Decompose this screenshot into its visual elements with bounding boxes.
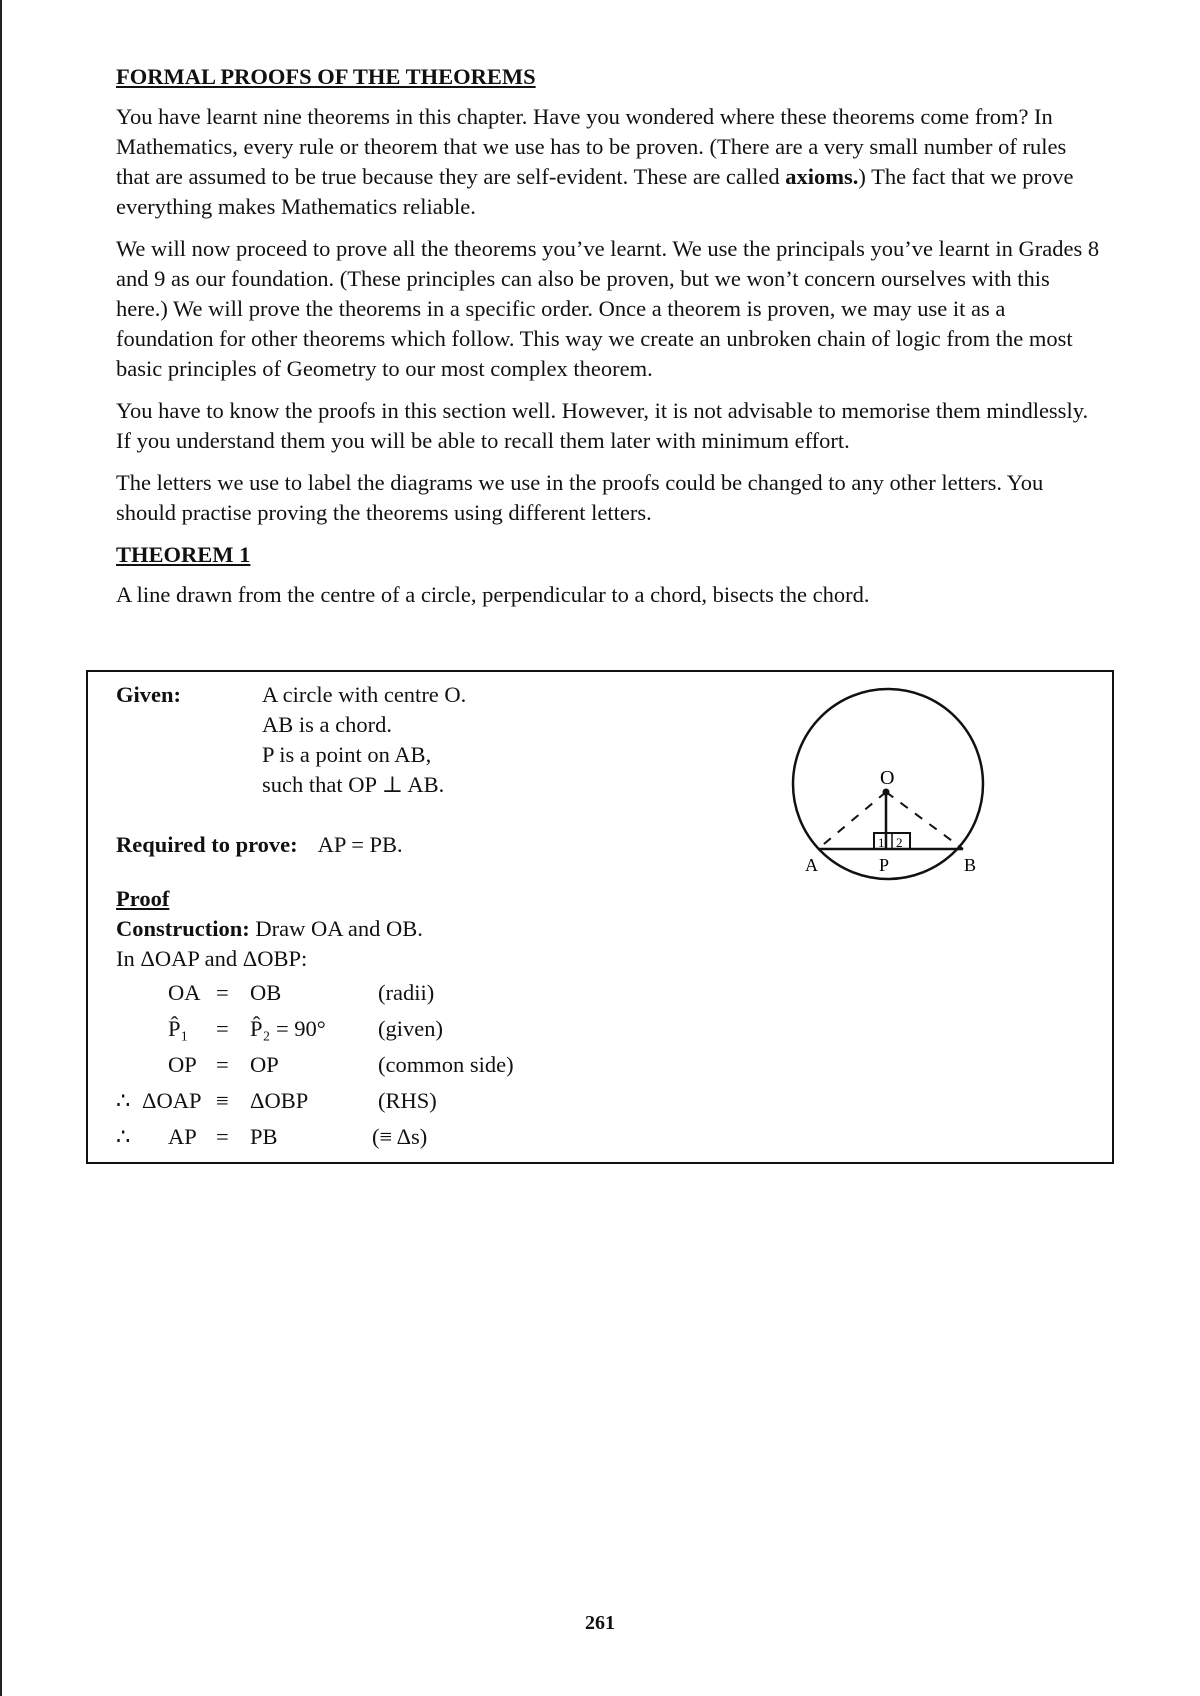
radius-oa [818,792,886,849]
step-lhs: ΔOAP [142,1088,202,1113]
step-operator: = [216,980,229,1005]
step-reason: (≡ Δs) [372,1124,428,1149]
step-rhs: PB [250,1124,278,1149]
intro-text: You have learnt nine theorems in this chapter. Have you wondered where these theorems come from? In Mathematics, every rule or theorem that we use has to be proven. (There are a very small number of rules that are assumed to be true because they are self-evident. These are called [116,104,1067,189]
step-operator: = [216,1016,229,1041]
step-lhs: OP [168,1052,197,1077]
given-label: Given: [116,682,181,707]
required-to-prove [116,830,403,860]
page-edge [0,0,2,1696]
step-prefix: ∴ [116,1088,131,1113]
step-rhs: OP [250,1052,279,1077]
step-prefix: ∴ [116,1124,131,1149]
given-line: P is a point on AB, [262,742,432,767]
construction [116,914,423,944]
proof-box [86,670,1114,1164]
rtp-label: Required to prove: [116,832,298,857]
construction-value: Draw OA and OB. [255,916,423,941]
given-line: A circle with centre O. [262,682,467,707]
page-content [116,62,1101,622]
step-rhs: OB [250,980,282,1005]
centre-point [883,789,890,796]
label-a: A [805,855,818,875]
triangles-line: In ΔOAP and ΔOBP: [116,946,308,971]
intro-paragraph [116,102,1101,222]
step-rhs: ΔOBP [250,1088,309,1113]
step-reason: (given) [378,1016,443,1041]
step-rhs: P̂₂ = 90° [250,1016,326,1041]
theorem-title: THEOREM 1 [116,542,251,567]
theorem-statement: A line drawn from the centre of a circle, perpendicular to a chord, bisects the chord. [116,582,870,607]
memorise-paragraph: You have to know the proofs in this section well. However, it is not advisable to memorise them mindlessly. If you understand them you will be able to recall them later with minimum effort. [116,398,1089,453]
step-reason: (radii) [378,980,435,1005]
label-o: O [880,767,895,789]
page-number: 261 [585,1612,615,1634]
circle-chord-diagram [788,684,988,899]
given-line: AB is a chord. [262,712,392,737]
proof-order-paragraph: We will now proceed to prove all the theorems you’ve learnt. We use the principals you’ve learnt in Grades 8 and 9 as our foundation. (These principles can also be proven, but we won’t concern ourselves with this here.) We will prove the theorems in a specific order. Once a theorem is proven, we may use it as a foundation for other theorems which follow. This way we create an unbroken chain of logic from the most basic principles of Geometry to our most complex theorem. [116,236,1100,381]
rtp-value: AP = PB. [317,832,403,857]
section-heading: FORMAL PROOFS OF THE THEOREMS [116,64,536,89]
step-operator: = [216,1052,229,1077]
step-operator: = [216,1124,229,1149]
given-lines [262,680,466,800]
label-p: P [879,855,890,875]
intro-text-end: ) The fact that we prove everything makes Mathematics reliable. [116,164,1074,219]
angle-label-2: 2 [896,835,903,850]
proof-heading: Proof [116,886,170,911]
label-b: B [964,855,977,875]
step-reason: (common side) [378,1052,514,1077]
letters-paragraph: The letters we use to label the diagrams we use in the proofs could be changed to any other letters. You should practise proving the theorems using different letters. [116,470,1044,525]
step-lhs: OA [168,980,201,1005]
step-operator: ≡ [216,1088,229,1113]
step-lhs: P̂₁ [168,1016,189,1041]
step-reason: (RHS) [378,1088,437,1113]
axioms-term: axioms. [785,164,859,189]
given-line: such that OP ⊥ AB. [262,772,445,797]
construction-label: Construction: [116,916,250,941]
angle-label-1: 1 [878,835,885,850]
step-lhs: AP [168,1124,197,1149]
